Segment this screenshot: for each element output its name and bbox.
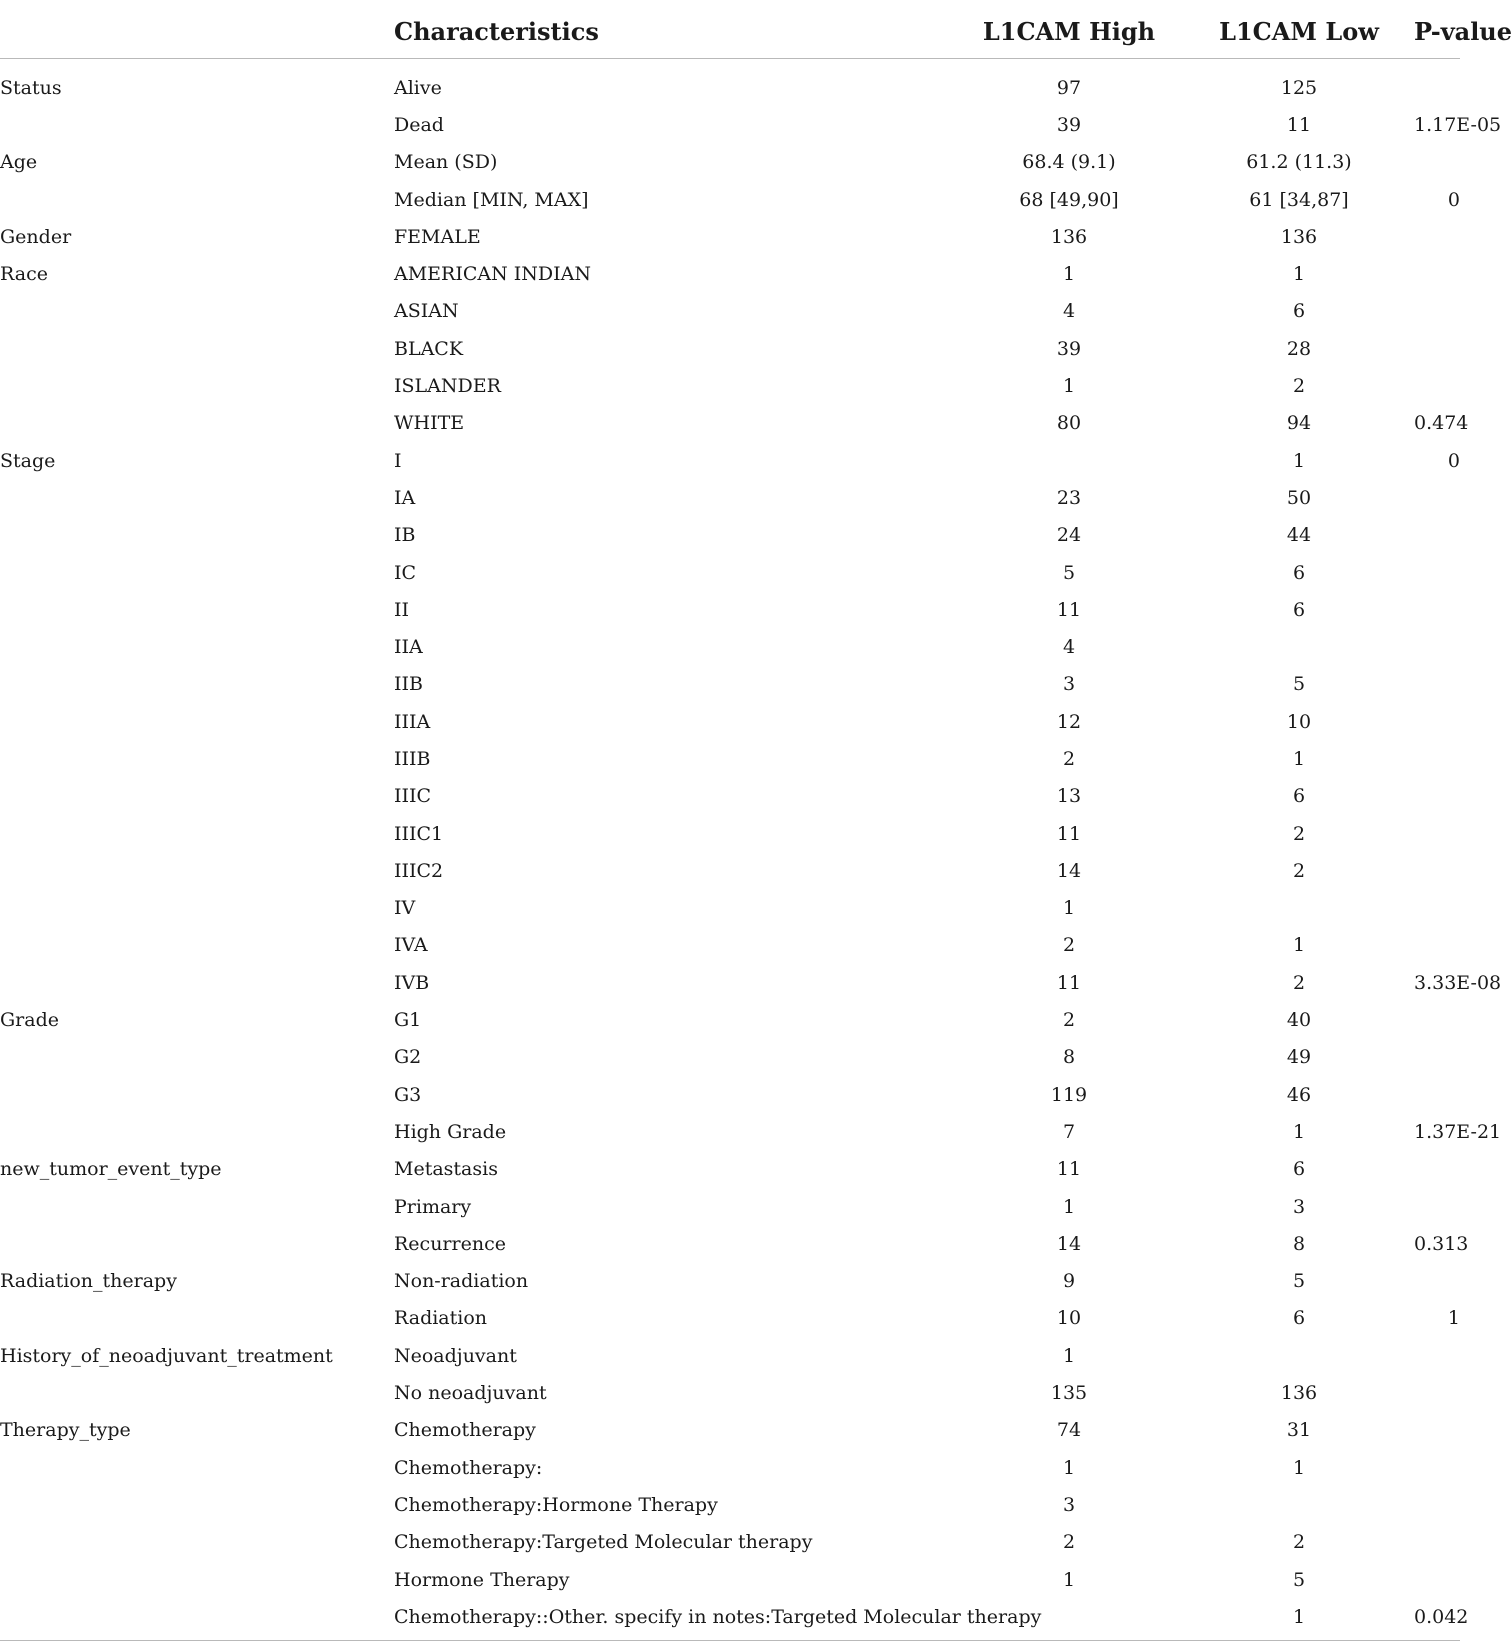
table-row: [0, 1374, 1460, 1411]
cell-characteristic: IIB: [394, 673, 423, 696]
cell-l1cam-high: [954, 442, 1184, 479]
cell-l1cam-high: 11: [1056, 971, 1082, 994]
cell-group: [0, 106, 394, 143]
cell-characteristic: Metastasis: [394, 1158, 498, 1181]
cell-group: [0, 1561, 394, 1598]
cell-group: [0, 1449, 394, 1486]
cell-group: [0, 964, 394, 1001]
cell-l1cam-high: 136: [1050, 225, 1088, 248]
cell-characteristic: IV: [394, 897, 416, 920]
table-row: [0, 293, 1460, 330]
cell-l1cam-low: [1184, 890, 1414, 927]
cell-p-value: [1414, 181, 1460, 218]
cell-p-value: [1414, 554, 1460, 591]
cell-p-value: [1414, 479, 1460, 516]
cell-l1cam-low: 61 [34,87]: [1249, 188, 1349, 211]
cell-group: [0, 1598, 394, 1635]
table-row: [0, 405, 1460, 442]
cell-p-value: [1414, 1524, 1460, 1561]
table-row: [0, 517, 1460, 554]
table-row: [0, 255, 1460, 292]
cell-characteristic: FEMALE: [394, 225, 481, 248]
table-row: [0, 1486, 1460, 1523]
cell-l1cam-high: 2: [1062, 1531, 1076, 1554]
cell-characteristic: AMERICAN INDIAN: [394, 263, 591, 286]
cell-l1cam-low: 5: [1292, 673, 1306, 696]
cell-group: [0, 740, 394, 777]
cell-l1cam-low: 11: [1286, 113, 1312, 136]
cell-p-value: [1414, 1374, 1460, 1411]
cell-characteristic: IB: [394, 524, 416, 547]
cell-l1cam-high: 2: [1062, 1009, 1076, 1032]
cell-characteristic: Hormone Therapy: [394, 1568, 570, 1591]
cell-group: [0, 330, 394, 367]
table-row: [0, 59, 1460, 107]
cell-l1cam-high: 1: [1062, 1568, 1076, 1591]
cell-l1cam-low: 50: [1286, 486, 1312, 509]
cell-l1cam-low: 28: [1286, 337, 1312, 360]
cell-l1cam-high: 1: [1062, 1195, 1076, 1218]
cell-l1cam-high: 119: [1050, 1083, 1088, 1106]
table-row: [0, 554, 1460, 591]
cell-l1cam-high: 24: [1056, 524, 1082, 547]
cell-l1cam-high: 1: [1062, 1456, 1076, 1479]
table-row: [0, 1263, 1460, 1300]
cell-l1cam-low: 61.2 (11.3): [1246, 151, 1352, 174]
cell-p-value: [1414, 740, 1460, 777]
cell-l1cam-low: 6: [1292, 300, 1306, 323]
table-row: [0, 1598, 1460, 1635]
header-p-value: P-value: [1414, 0, 1460, 59]
cell-p-value: [1414, 442, 1460, 479]
cell-p-value: [1414, 106, 1502, 143]
cell-l1cam-high: 4: [1062, 636, 1076, 659]
table-row: [0, 1449, 1460, 1486]
table-row: [0, 218, 1460, 255]
table-row: [0, 1337, 1460, 1374]
table-row: [0, 964, 1460, 1001]
cell-l1cam-low: 2: [1292, 822, 1306, 845]
cell-l1cam-low: 10: [1286, 710, 1312, 733]
cell-group: [0, 1486, 394, 1523]
cell-l1cam-low: 2: [1292, 375, 1306, 398]
table-row: [0, 367, 1460, 404]
cell-p-value: [1414, 852, 1460, 889]
table-bottom-rule: [0, 1640, 1460, 1641]
cell-l1cam-low: 1: [1292, 934, 1306, 957]
cell-group: [0, 628, 394, 665]
cell-characteristic: I: [394, 449, 402, 472]
table-row: [0, 1076, 1460, 1113]
cell-p-value: [1414, 1598, 1469, 1635]
cell-l1cam-low: 1: [1292, 1605, 1306, 1628]
cell-l1cam-low: 136: [1280, 1382, 1318, 1405]
cell-l1cam-low: 8: [1292, 1232, 1306, 1255]
table-row: [0, 1524, 1460, 1561]
cell-l1cam-high: 135: [1050, 1382, 1088, 1405]
cell-group: [0, 1225, 394, 1262]
cell-l1cam-high: 2: [1062, 934, 1076, 957]
cell-group: [0, 666, 394, 703]
p-value-text: 0.474: [1414, 412, 1469, 435]
p-value-text: 1.17E-05: [1414, 113, 1502, 136]
cell-l1cam-low: 46: [1286, 1083, 1312, 1106]
cell-p-value: [1414, 703, 1460, 740]
cell-l1cam-low: 1: [1292, 1120, 1306, 1143]
table-row: [0, 778, 1460, 815]
cell-group: [0, 1188, 394, 1225]
cell-group: Radiation_therapy: [0, 1270, 177, 1293]
cell-characteristic: IIIC2: [394, 859, 444, 882]
table-body: [0, 59, 1502, 1636]
cell-group: [0, 890, 394, 927]
p-value-text: 0: [1447, 449, 1460, 472]
cell-l1cam-high: 23: [1056, 486, 1082, 509]
cell-l1cam-high: 14: [1056, 1232, 1082, 1255]
cell-group: Grade: [0, 1009, 59, 1032]
cell-l1cam-low: 1: [1292, 263, 1306, 286]
cell-l1cam-low: 40: [1286, 1009, 1312, 1032]
cell-characteristic: Chemotherapy:: [394, 1456, 543, 1479]
cell-characteristic: Mean (SD): [394, 151, 498, 174]
cell-l1cam-low: 1: [1292, 1456, 1306, 1479]
cell-group: new_tumor_event_type: [0, 1158, 222, 1181]
cell-p-value: [1414, 1486, 1460, 1523]
cell-l1cam-high: 97: [1056, 76, 1082, 99]
cell-l1cam-high: 4: [1062, 300, 1076, 323]
table-row: [0, 1412, 1460, 1449]
cell-l1cam-high: 12: [1056, 710, 1082, 733]
cell-l1cam-high: 39: [1056, 337, 1082, 360]
cell-characteristic: G2: [394, 1046, 422, 1069]
cell-l1cam-high: 3: [1062, 673, 1076, 696]
cell-group: Status: [0, 76, 62, 99]
table-row: [0, 703, 1460, 740]
cell-l1cam-high: 1: [1062, 1344, 1076, 1367]
cell-l1cam-low: 5: [1292, 1270, 1306, 1293]
cell-p-value: [1414, 330, 1460, 367]
cell-characteristic: Radiation: [394, 1307, 488, 1330]
table-row: [0, 442, 1460, 479]
cell-characteristic: IIIA: [394, 710, 431, 733]
table-row: [0, 144, 1460, 181]
cell-characteristic: High Grade: [394, 1120, 507, 1143]
table-header: [0, 0, 1512, 59]
table-row: [0, 1300, 1460, 1337]
cell-characteristic: IA: [394, 486, 416, 509]
cell-characteristic: Non-radiation: [394, 1270, 529, 1293]
cell-p-value: [1414, 1300, 1460, 1337]
cell-characteristic: Recurrence: [394, 1232, 506, 1255]
cell-p-value: [1414, 1151, 1460, 1188]
cell-group: Gender: [0, 225, 72, 248]
cell-l1cam-low: 2: [1292, 971, 1306, 994]
cell-p-value: [1414, 927, 1460, 964]
cell-l1cam-high: 5: [1062, 561, 1076, 584]
cell-group: [0, 405, 394, 442]
cell-group: [0, 778, 394, 815]
p-value-text: 1.37E-21: [1414, 1120, 1502, 1143]
table-row: [0, 181, 1460, 218]
header-row: [0, 0, 1460, 59]
cell-l1cam-high: 1: [1062, 897, 1076, 920]
cell-l1cam-low: 3: [1292, 1195, 1306, 1218]
cell-characteristic: Chemotherapy:Hormone Therapy: [394, 1493, 718, 1516]
cell-l1cam-high: 2: [1062, 747, 1076, 770]
cell-group: History_of_neoadjuvant_treatment: [0, 1344, 333, 1367]
table-row: [0, 1039, 1460, 1076]
cell-group: Stage: [0, 449, 56, 472]
cell-p-value: [1414, 1225, 1469, 1262]
cell-characteristic: IIIC: [394, 785, 432, 808]
cell-group: Race: [0, 263, 48, 286]
cell-p-value: [1414, 591, 1460, 628]
cell-p-value: [1414, 293, 1460, 330]
cell-characteristic: BLACK: [394, 337, 464, 360]
cell-l1cam-high: 68 [49,90]: [1019, 188, 1119, 211]
cell-p-value: [1414, 255, 1460, 292]
table-row: [0, 330, 1460, 367]
cell-l1cam-low: 6: [1292, 598, 1306, 621]
cell-characteristic: Chemotherapy: [394, 1419, 536, 1442]
cell-characteristic: WHITE: [394, 412, 465, 435]
cell-p-value: [1414, 1001, 1460, 1038]
p-value-text: 0.042: [1414, 1605, 1469, 1628]
cell-p-value: [1414, 1039, 1460, 1076]
cell-group: Age: [0, 151, 38, 174]
table-row: [0, 1225, 1460, 1262]
cell-p-value: [1414, 59, 1460, 107]
cell-group: [0, 554, 394, 591]
cell-l1cam-low: 31: [1286, 1419, 1312, 1442]
cell-l1cam-low: [1184, 1337, 1414, 1374]
cell-l1cam-low: [1184, 1486, 1414, 1523]
header-l1cam-high: L1CAM High: [954, 0, 1184, 59]
table-row: [0, 1561, 1460, 1598]
cell-l1cam-low: 6: [1292, 1307, 1306, 1330]
cell-p-value: [1414, 628, 1460, 665]
cell-group: Therapy_type: [0, 1419, 131, 1442]
cell-l1cam-high: 39: [1056, 113, 1082, 136]
cell-l1cam-high: 3: [1062, 1493, 1076, 1516]
cell-l1cam-low: 1: [1292, 747, 1306, 770]
cell-l1cam-high: 1: [1062, 375, 1076, 398]
cell-l1cam-low: 6: [1292, 561, 1306, 584]
cell-group: [0, 703, 394, 740]
p-value-text: 0.313: [1414, 1232, 1469, 1255]
table-row: [0, 1151, 1460, 1188]
cell-group: [0, 517, 394, 554]
cell-l1cam-low: 2: [1292, 859, 1306, 882]
cell-l1cam-high: 11: [1056, 822, 1082, 845]
cell-l1cam-low: 2: [1292, 1531, 1306, 1554]
cell-group: [0, 1524, 394, 1561]
cell-characteristic: IIIC1: [394, 822, 444, 845]
cell-p-value: [1414, 1076, 1460, 1113]
cell-group: [0, 1374, 394, 1411]
cell-l1cam-high: 14: [1056, 859, 1082, 882]
cell-characteristic: G1: [394, 1009, 422, 1032]
cell-group: [0, 591, 394, 628]
cell-l1cam-high: 11: [1056, 598, 1082, 621]
table-row: [0, 106, 1460, 143]
cell-l1cam-high: 8: [1062, 1046, 1076, 1069]
cell-group: [0, 852, 394, 889]
cell-group: [0, 1039, 394, 1076]
cell-l1cam-low: 6: [1292, 785, 1306, 808]
cell-group: [0, 181, 394, 218]
cell-p-value: [1414, 1337, 1460, 1374]
cell-characteristic: Median [MIN, MAX]: [394, 188, 589, 211]
cell-characteristic: II: [394, 598, 410, 621]
cell-l1cam-low: 94: [1286, 412, 1312, 435]
table-row: [0, 1188, 1460, 1225]
table-row: [0, 890, 1460, 927]
table-row: [0, 628, 1460, 665]
cell-group: [0, 1113, 394, 1150]
cell-p-value: [1414, 1263, 1460, 1300]
cell-characteristic: ASIAN: [394, 300, 459, 323]
cell-group: [0, 367, 394, 404]
cell-characteristic: Chemotherapy::Other. specify in notes:Targeted Molecular therapy: [394, 1605, 1042, 1628]
table-row: [0, 852, 1460, 889]
cell-group: [0, 927, 394, 964]
cell-group: [0, 293, 394, 330]
cell-p-value: [1414, 815, 1460, 852]
cell-l1cam-high: 74: [1056, 1419, 1082, 1442]
table-row: [0, 927, 1460, 964]
cell-l1cam-low: [1184, 628, 1414, 665]
p-value-text: 0: [1447, 188, 1460, 211]
cell-characteristic: Chemotherapy:Targeted Molecular therapy: [394, 1531, 813, 1554]
cell-l1cam-high: 68.4 (9.1): [1022, 151, 1116, 174]
cell-characteristic: IIA: [394, 636, 423, 659]
cell-l1cam-high: 10: [1056, 1307, 1082, 1330]
cell-group: [0, 815, 394, 852]
table-row: [0, 666, 1460, 703]
cell-characteristic: IVA: [394, 934, 428, 957]
cell-l1cam-high: 1: [1062, 263, 1076, 286]
cell-p-value: [1414, 1449, 1460, 1486]
cell-characteristic: Alive: [394, 76, 442, 99]
cell-characteristic: IVB: [394, 971, 430, 994]
cell-l1cam-low: 125: [1280, 76, 1318, 99]
cell-l1cam-low: 44: [1286, 524, 1312, 547]
cell-group: [0, 1300, 394, 1337]
cell-characteristic: Neoadjuvant: [394, 1344, 517, 1367]
cell-l1cam-high: 80: [1056, 412, 1082, 435]
cell-l1cam-low: 49: [1286, 1046, 1312, 1069]
cell-p-value: [1414, 1412, 1460, 1449]
cell-characteristic: IIIB: [394, 747, 431, 770]
cell-p-value: [1414, 666, 1460, 703]
table-row: [0, 591, 1460, 628]
p-value-text: 1: [1447, 1307, 1460, 1330]
header-characteristics: Characteristics: [394, 0, 954, 59]
cell-p-value: [1414, 1561, 1460, 1598]
cell-characteristic: No neoadjuvant: [394, 1382, 547, 1405]
cell-characteristic: IC: [394, 561, 417, 584]
table-row: [0, 1113, 1460, 1150]
cell-l1cam-high: 11: [1056, 1158, 1082, 1181]
table-row: [0, 740, 1460, 777]
cell-p-value: [1414, 1113, 1502, 1150]
cell-p-value: [1414, 405, 1469, 442]
cell-characteristic: ISLANDER: [394, 375, 501, 398]
cell-p-value: [1414, 218, 1460, 255]
cell-p-value: [1414, 890, 1460, 927]
cell-l1cam-high: 9: [1062, 1270, 1076, 1293]
header-l1cam-low: L1CAM Low: [1184, 0, 1414, 59]
cell-l1cam-low: 136: [1280, 225, 1318, 248]
table-row: [0, 1001, 1460, 1038]
table-row: [0, 815, 1460, 852]
cell-l1cam-low: 1: [1292, 449, 1306, 472]
cell-characteristic: Primary: [394, 1195, 472, 1218]
cell-l1cam-low: 6: [1292, 1158, 1306, 1181]
cell-l1cam-low: 5: [1292, 1568, 1306, 1591]
cell-p-value: [1414, 517, 1460, 554]
p-value-text: 3.33E-08: [1414, 971, 1502, 994]
header-group: [0, 0, 394, 59]
cell-p-value: [1414, 367, 1460, 404]
cell-l1cam-high: 7: [1062, 1120, 1076, 1143]
cell-p-value: [1414, 1188, 1460, 1225]
cell-p-value: [1414, 964, 1502, 1001]
table-row: [0, 479, 1460, 516]
cell-p-value: [1414, 144, 1460, 181]
cell-group: [0, 479, 394, 516]
cell-l1cam-high: 13: [1056, 785, 1082, 808]
cell-group: [0, 1076, 394, 1113]
cell-characteristic: Dead: [394, 113, 444, 136]
cell-p-value: [1414, 778, 1460, 815]
cell-characteristic: G3: [394, 1083, 422, 1106]
